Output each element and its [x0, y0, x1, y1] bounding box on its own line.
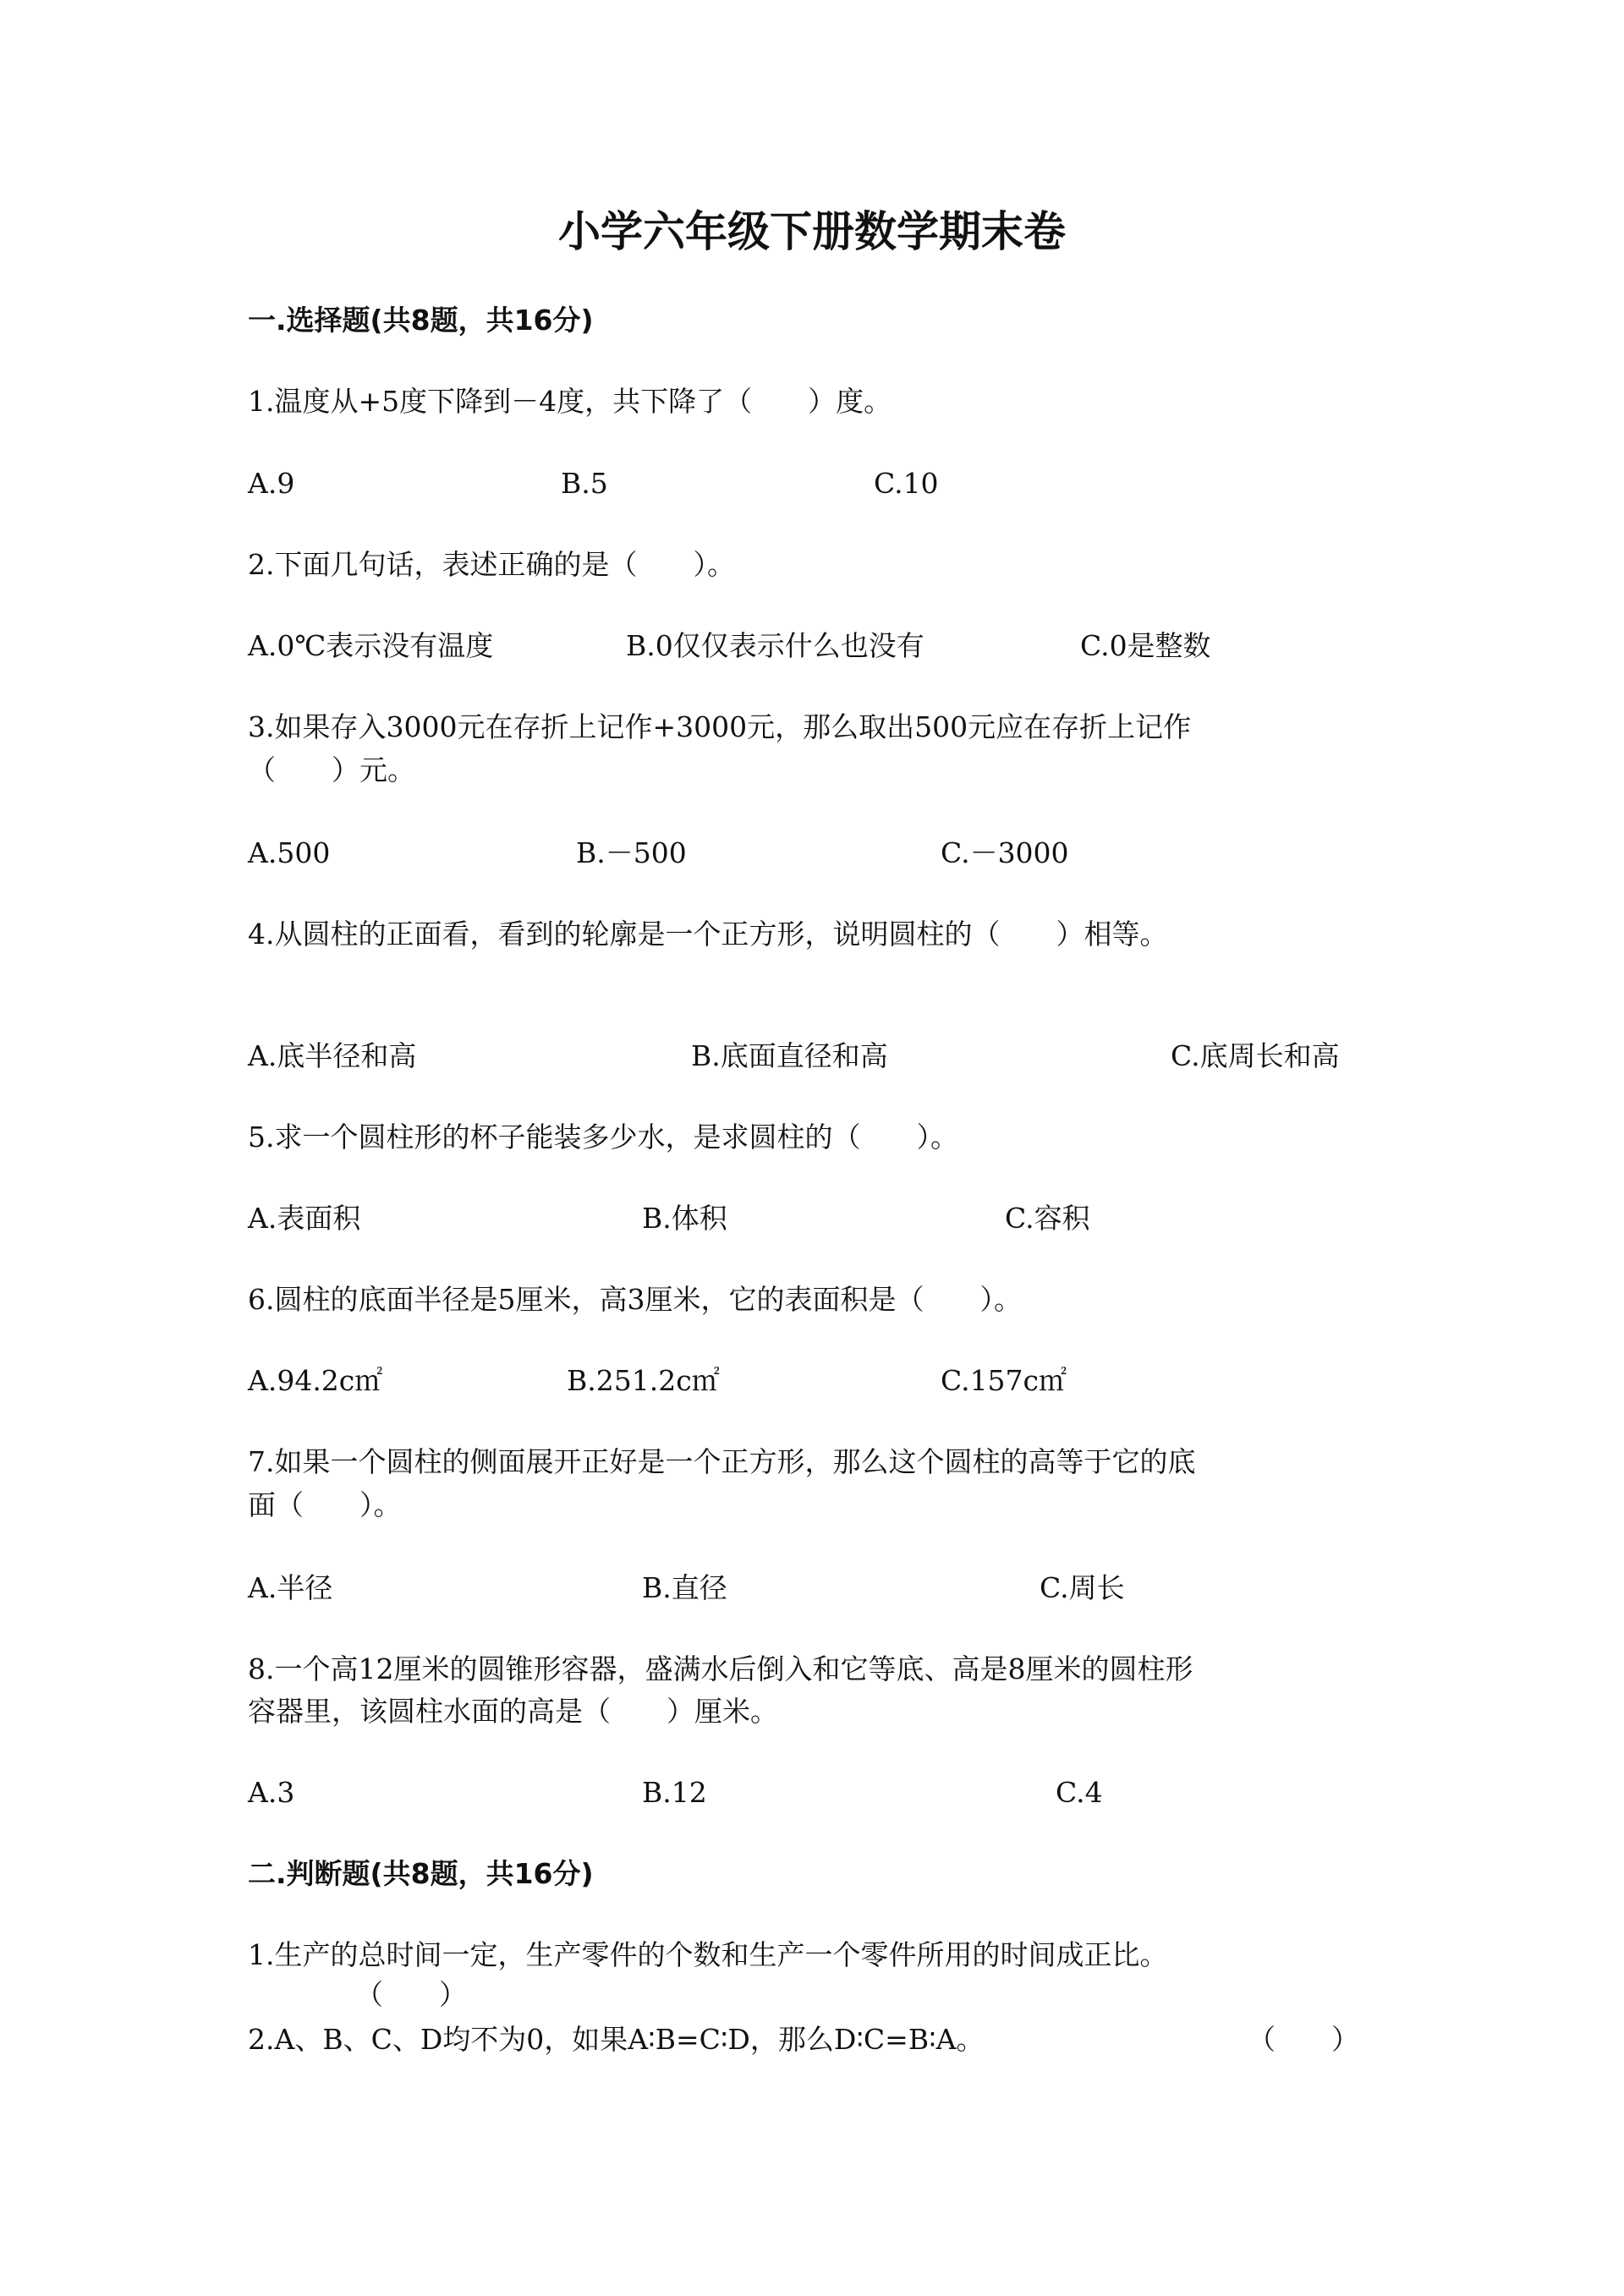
option-a: A.0℃表示没有温度 — [248, 629, 494, 662]
question-3-line-2: （ ）元。 — [248, 753, 415, 786]
option-a: A.94.2c㎡ — [248, 1364, 383, 1397]
option-a: A.半径 — [248, 1571, 333, 1604]
question-8-line-2: 容器里，该圆柱水面的高是（ ）厘米。 — [248, 1695, 778, 1728]
question-5: 5.求一个圆柱形的杯子能装多少水，是求圆柱的（ ）。 — [248, 1121, 958, 1153]
question-4: 4.从圆柱的正面看，看到的轮廓是一个正方形，说明圆柱的（ ）相等。 — [248, 918, 1168, 951]
question-7-line-2: 面（ ）。 — [248, 1488, 402, 1521]
question-2: 2.下面几句话，表述正确的是（ ）。 — [248, 548, 735, 581]
option-c: C.10 — [874, 467, 939, 500]
section-heading-choice: 一.选择题(共8题，共16分) — [248, 304, 594, 337]
option-a: A.9 — [248, 467, 295, 500]
option-c: C.周长 — [1040, 1571, 1125, 1604]
question-8: 8.一个高12厘米的圆锥形容器，盛满水后倒入和它等底、高是8厘米的圆柱形 — [248, 1652, 1193, 1685]
judgement-1: 1.生产的总时间一定，生产零件的个数和生产一个零件所用的时间成正比。 — [248, 1938, 1168, 1971]
option-c: C.－3000 — [941, 836, 1069, 869]
option-b: B.底面直径和高 — [691, 1039, 888, 1072]
answer-blank: （ ） — [355, 1978, 467, 2011]
option-a: A.500 — [248, 836, 331, 869]
option-b: B.251.2c㎡ — [567, 1364, 720, 1397]
option-b: B.－500 — [576, 836, 687, 869]
option-c: C.157c㎡ — [941, 1364, 1067, 1397]
option-a: A.3 — [248, 1776, 295, 1809]
option-c: C.底周长和高 — [1171, 1039, 1340, 1072]
section-heading-judgement: 二.判断题(共8题，共16分) — [248, 1857, 594, 1890]
judgement-2: 2.A、B、C、D均不为0，如果A∶B=C∶D，那么D∶C=B∶A。 — [248, 2023, 985, 2056]
option-c: C.容积 — [1005, 1202, 1090, 1235]
answer-blank: （ ） — [1248, 2023, 1359, 2056]
question-6: 6.圆柱的底面半径是5厘米，高3厘米，它的表面积是（ ）。 — [248, 1283, 1022, 1316]
option-b: B.12 — [642, 1776, 707, 1809]
option-b: B.体积 — [642, 1202, 727, 1235]
question-1: 1.温度从+5度下降到－4度，共下降了（ ）度。 — [248, 385, 892, 418]
question-7: 7.如果一个圆柱的侧面展开正好是一个正方形，那么这个圆柱的高等于它的底 — [248, 1445, 1196, 1478]
question-3: 3.如果存入3000元在存折上记作+3000元，那么取出500元应在存折上记作 — [248, 710, 1192, 743]
option-c: C.0是整数 — [1080, 629, 1211, 662]
option-b: B.直径 — [642, 1571, 727, 1604]
option-c: C.4 — [1056, 1776, 1103, 1809]
option-b: B.5 — [561, 467, 608, 500]
option-a: A.表面积 — [248, 1202, 361, 1235]
page-title: 小学六年级下册数学期末卷 — [558, 206, 1066, 256]
option-b: B.0仅仅表示什么也没有 — [626, 629, 924, 662]
option-a: A.底半径和高 — [248, 1039, 417, 1072]
